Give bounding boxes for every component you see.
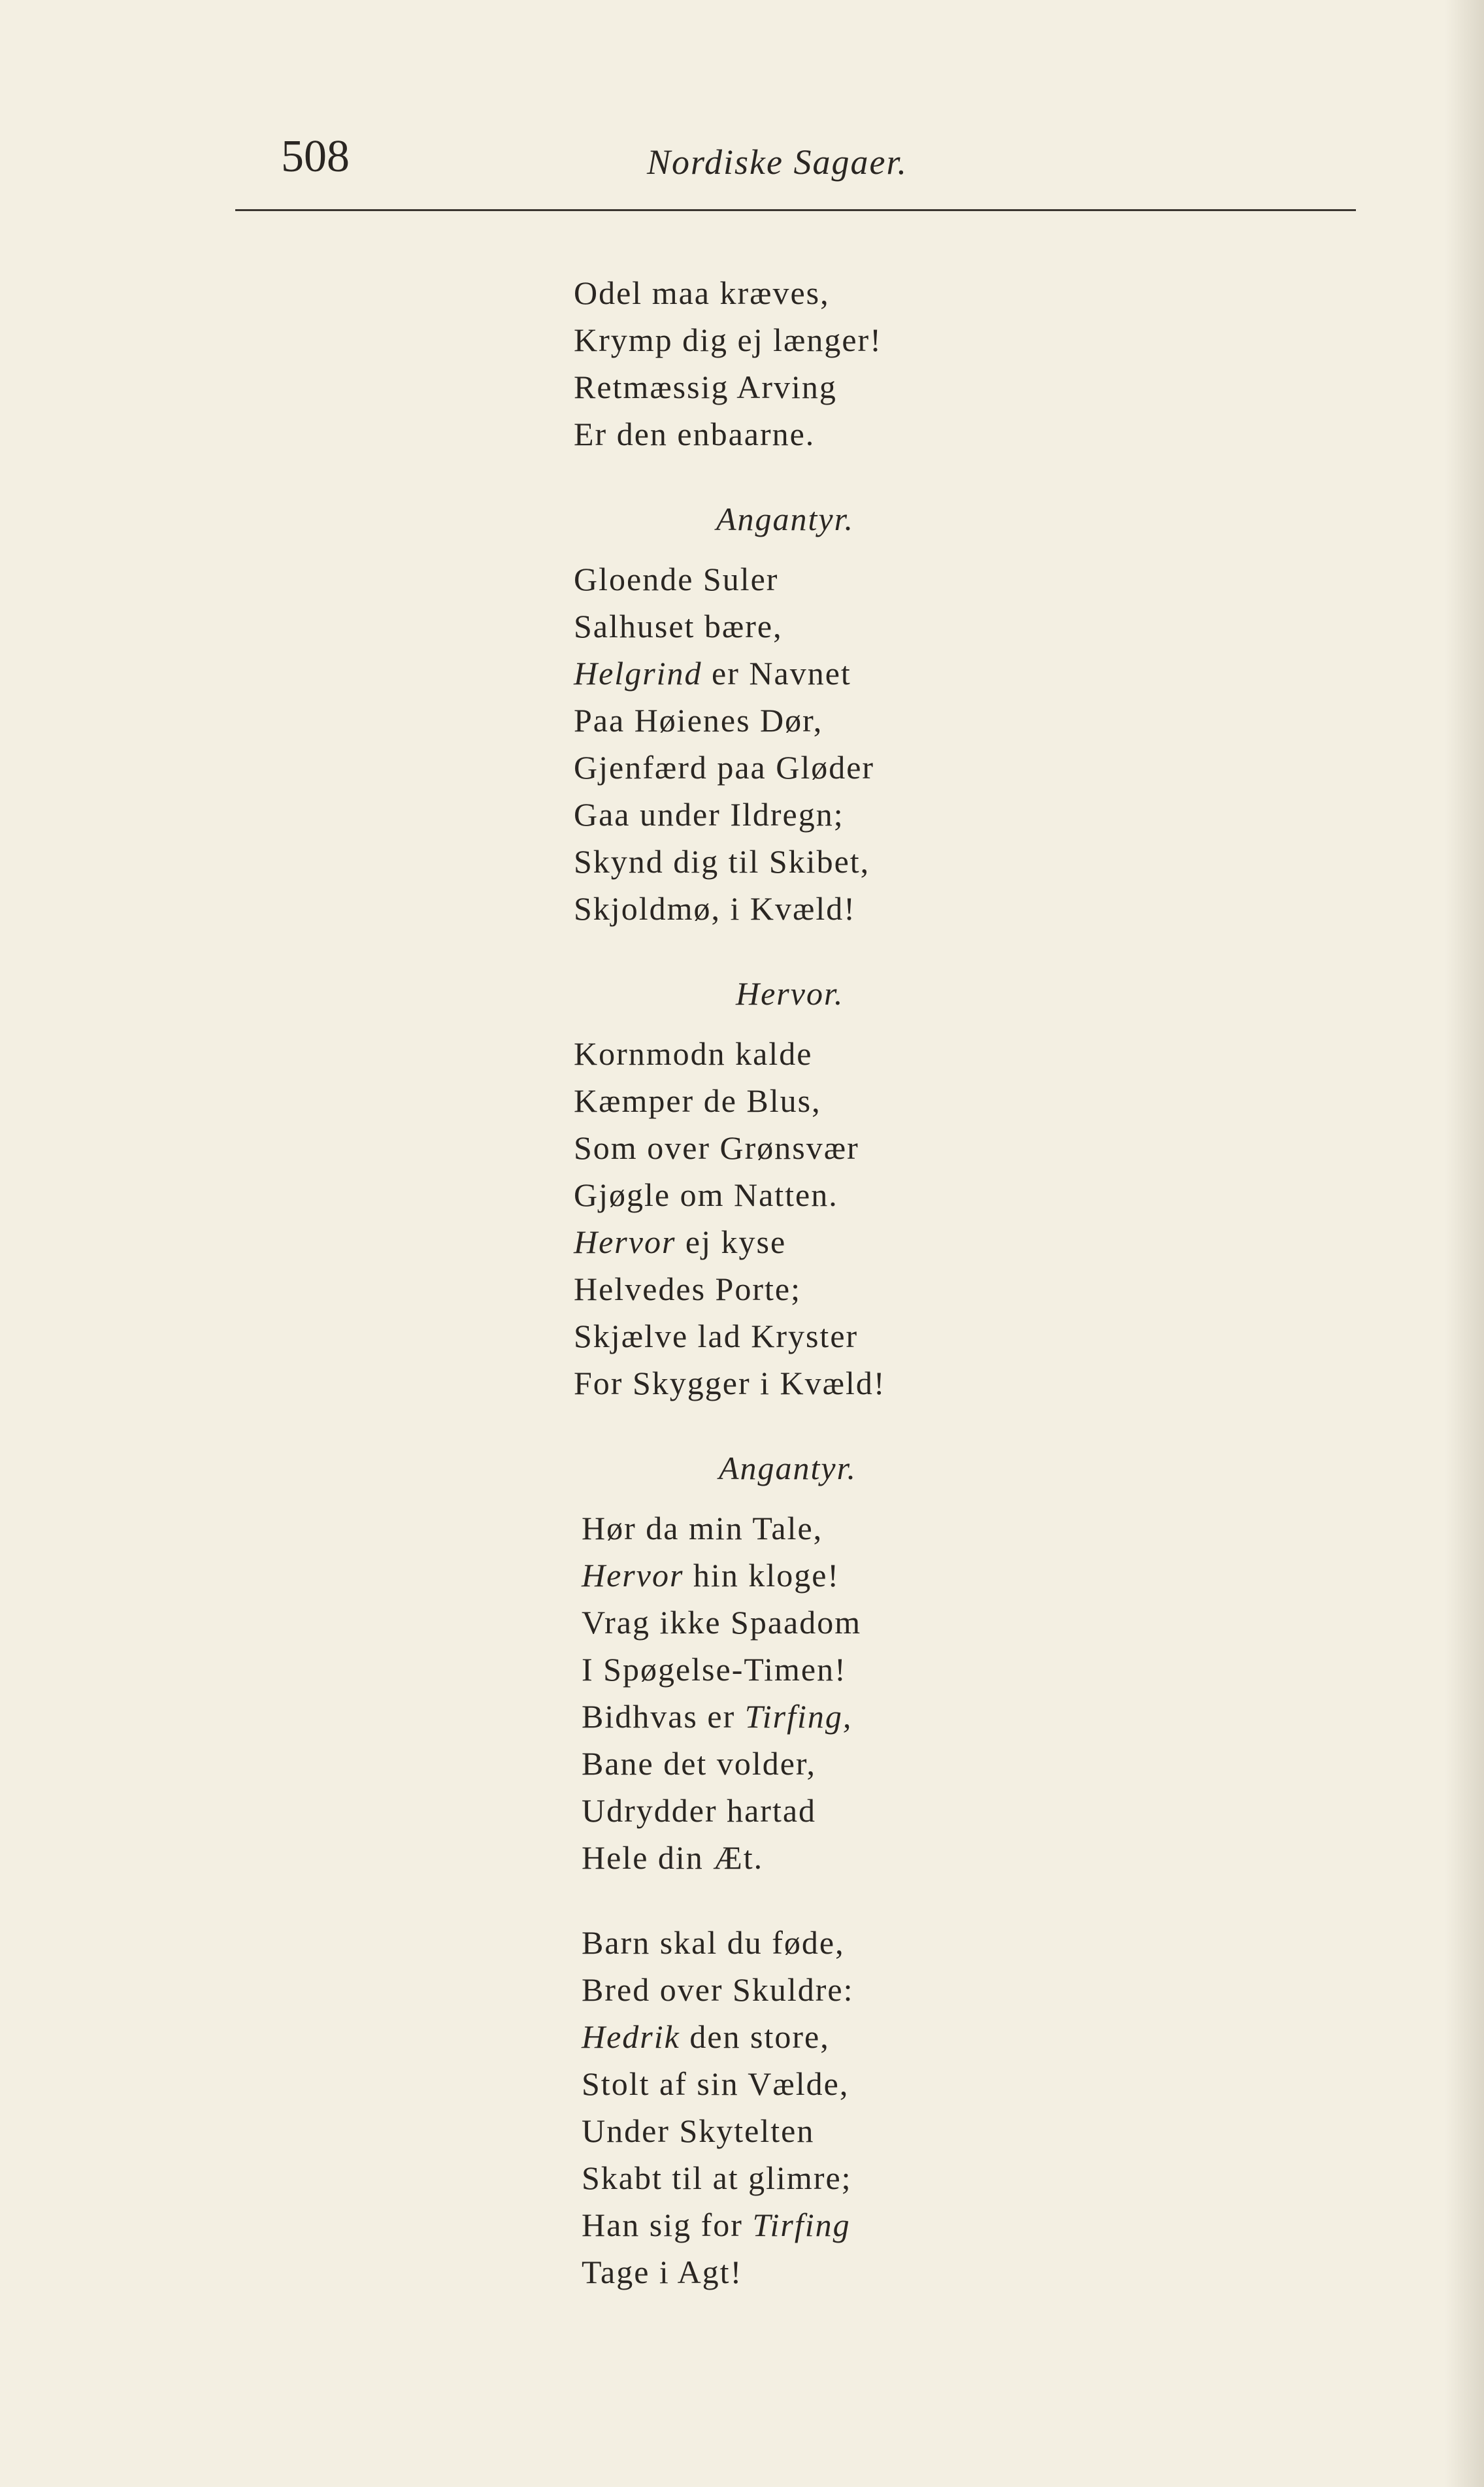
stanza-4 <box>582 1505 1162 1881</box>
verse-line: Er den enbaarne. <box>574 416 816 452</box>
page-header <box>0 127 1484 206</box>
page-edge-shadow <box>1445 0 1484 2487</box>
italic-name: Hedrik <box>582 2018 680 2055</box>
stanza-1 <box>574 269 1162 458</box>
stanza-2 <box>574 556 1162 932</box>
running-title: Nordiske Sagaer. <box>647 142 908 182</box>
verse-line: Skjælve lad Kryster <box>574 1318 859 1354</box>
verse-line: Vrag ikke Spaadom <box>582 1604 862 1641</box>
verse-line: Som over Grønsvær <box>574 1129 859 1166</box>
verse-line <box>582 1693 1162 1740</box>
verse-line: For Skygger i Kvæld! <box>574 1365 886 1401</box>
verse-line: Odel maa kræves, <box>574 275 830 311</box>
verse-line: I Spøgelse-Timen! <box>582 1651 847 1688</box>
italic-name: Hervor <box>582 1557 684 1594</box>
verse-text: , <box>842 1698 853 1735</box>
verse-line: Helvedes Porte; <box>574 1271 801 1307</box>
verse-line: Hele din Æt. <box>582 1839 764 1876</box>
verse-line: Under Skytelten <box>582 2112 815 2149</box>
verse-text: er Navnet <box>702 655 851 692</box>
verse-line <box>574 650 1162 697</box>
verse-line: Skjoldmø, i Kvæld! <box>574 890 856 927</box>
header-rule <box>235 209 1356 211</box>
verse-line: Stolt af sin Vælde, <box>582 2065 849 2102</box>
verse-text: Bidhvas er <box>582 1698 745 1735</box>
italic-name: Tirfing <box>744 1698 843 1735</box>
verse-line: Kornmodn kalde <box>574 1035 813 1072</box>
stanza-3 <box>574 1030 1162 1407</box>
verse-text: hin kloge! <box>684 1557 840 1594</box>
italic-name: Helgrind <box>574 655 702 692</box>
verse-text: ej kyse <box>676 1224 787 1260</box>
verse-line <box>582 2201 1162 2248</box>
verse-line: Bane det volder, <box>582 1745 817 1782</box>
verse-line: Gaa under Ildregn; <box>574 796 844 833</box>
verse-line <box>574 1218 1162 1265</box>
poem-body <box>574 269 1162 2333</box>
verse-line: Bred over Skuldre: <box>582 1971 854 2008</box>
italic-name: Tirfing <box>752 2207 851 2243</box>
verse-line: Udrydder hartad <box>582 1792 817 1829</box>
verse-line: Gjenfærd paa Gløder <box>574 749 875 786</box>
verse-line: Retmæssig Arving <box>574 369 837 405</box>
stanza-5 <box>582 1919 1162 2295</box>
verse-text: Han sig for <box>582 2207 753 2243</box>
page-number: 508 <box>281 131 350 182</box>
verse-line: Salhuset bære, <box>574 608 783 644</box>
verse-line: Hør da min Tale, <box>582 1510 823 1546</box>
verse-line <box>582 1552 1162 1599</box>
verse-text: den store, <box>680 2018 830 2055</box>
verse-line: Skabt til at glimre; <box>582 2160 852 2196</box>
verse-line: Kæmper de Blus, <box>574 1082 821 1119</box>
speaker-heading-hervor: Hervor. <box>736 975 844 1012</box>
speaker-heading-angantyr: Angantyr. <box>716 501 855 537</box>
verse-line <box>582 2013 1162 2060</box>
verse-line: Paa Høienes Dør, <box>574 702 823 739</box>
verse-line: Skynd dig til Skibet, <box>574 843 870 880</box>
verse-line: Gjøgle om Natten. <box>574 1177 838 1213</box>
verse-line: Krymp dig ej længer! <box>574 322 882 358</box>
verse-line: Barn skal du føde, <box>582 1924 845 1961</box>
italic-name: Hervor <box>574 1224 676 1260</box>
verse-line: Gloende Suler <box>574 561 779 597</box>
speaker-heading-angantyr: Angantyr. <box>719 1450 857 1486</box>
verse-line: Tage i Agt! <box>582 2254 743 2290</box>
